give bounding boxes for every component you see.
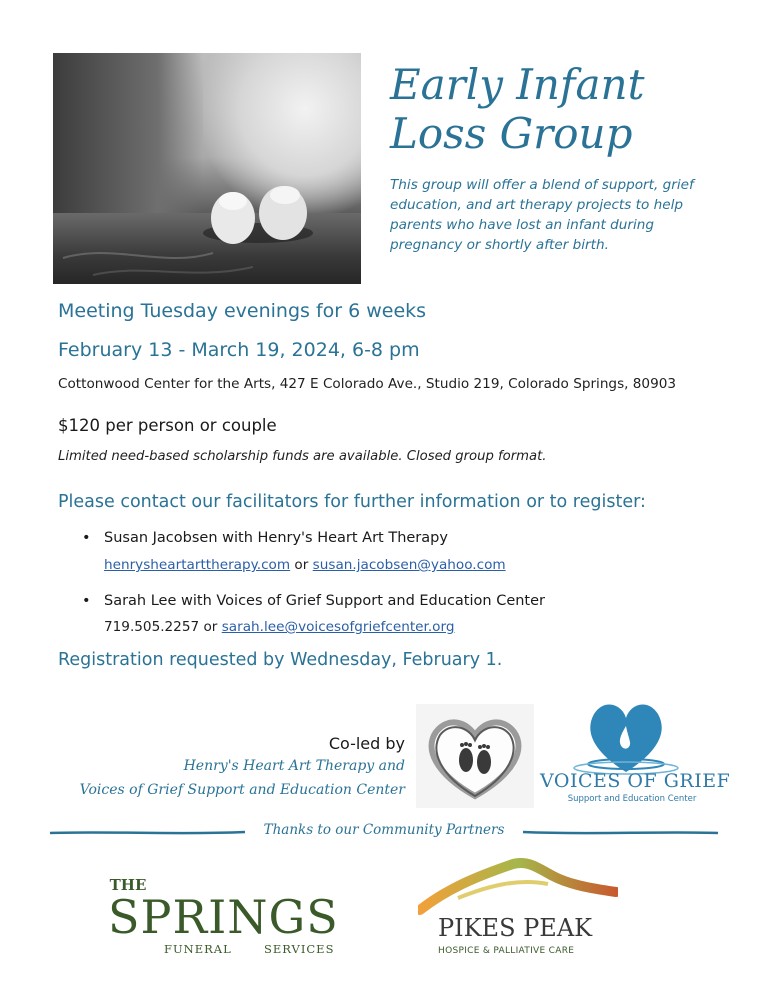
registration-deadline: Registration requested by Wednesday, February 1. (58, 650, 503, 670)
facilitator-1-name: Susan Jacobsen with Henry's Heart Art Therapy (104, 530, 448, 546)
springs-sub1-text: FUNERAL (164, 942, 232, 956)
voices-of-grief-title: VOICES OF GRIEF (540, 770, 731, 792)
intro-text: This group will offer a blend of support, grief education, and art therapy projects to help parents who have lost an infant during pregnancy or shortly after birth. (390, 177, 694, 253)
partners-divider (50, 822, 718, 844)
facilitator-1 (82, 530, 448, 546)
page-title (390, 60, 720, 158)
facilitator-2-name: Sarah Lee with Voices of Grief Support and Education Center (104, 593, 545, 609)
bullet-icon: • (82, 530, 91, 546)
bullet-icon: • (82, 593, 91, 609)
the-springs-funeral-logo (108, 872, 358, 962)
pikes-peak-subtitle: HOSPICE & PALLIATIVE CARE (438, 946, 575, 956)
springs-the-text: THE (109, 876, 147, 894)
mountain-icon (418, 858, 618, 918)
voices-of-grief-logo (536, 692, 731, 810)
susan-email-link[interactable]: susan.jacobsen@yahoo.com (312, 557, 506, 573)
sarah-email-link[interactable]: sarah.lee@voicesofgriefcenter.org (221, 619, 455, 635)
henrys-heart-website-link[interactable]: henrysheartarttherapy.com (104, 557, 291, 573)
facilitator-2-contacts: 719.505.2257 or sarah.lee@voicesofgriefcenter.org (104, 619, 455, 635)
coled-org-2: Voices of Grief Support and Education Center (79, 782, 405, 798)
pikes-peak-hospice-logo (418, 858, 618, 968)
meeting-dates: February 13 - March 19, 2024, 6-8 pm (58, 339, 420, 361)
partners-label: Thanks to our Community Partners (263, 822, 505, 838)
baby-shoes-photo (53, 53, 361, 284)
title-line-2: Loss Group (390, 109, 633, 158)
springs-name-text: SPRINGS (108, 890, 339, 944)
sarah-phone: 719.505.2257 (104, 619, 200, 635)
coled-org-1: Henry's Heart Art Therapy and (183, 758, 405, 774)
title-line-1: Early Infant (390, 60, 645, 109)
meeting-schedule: Meeting Tuesday evenings for 6 weeks (58, 300, 427, 322)
springs-sub2-text: SERVICES (264, 942, 335, 956)
voices-of-grief-subtitle: Support and Education Center (567, 794, 697, 804)
meeting-address: Cottonwood Center for the Arts, 427 E Colorado Ave., Studio 219, Colorado Springs, 80903 (58, 376, 677, 392)
contact-heading: Please contact our facilitators for further information or to register: (58, 492, 646, 512)
facilitator-2 (82, 593, 545, 609)
scholarship-note: Limited need-based scholarship funds are available. Closed group format. (58, 449, 547, 464)
baby-feet-heart-icon (416, 704, 534, 808)
pikes-peak-name: PIKES PEAK (438, 914, 593, 942)
coled-label: Co-led by (328, 734, 405, 753)
price-suffix: per person or couple (100, 416, 277, 435)
facilitator-1-contacts: henrysheartarttherapy.com or susan.jacobsen@yahoo.com (104, 557, 506, 573)
price-line (58, 416, 277, 435)
price-amount: $120 (58, 416, 100, 435)
baby-booties-icon (53, 53, 361, 284)
